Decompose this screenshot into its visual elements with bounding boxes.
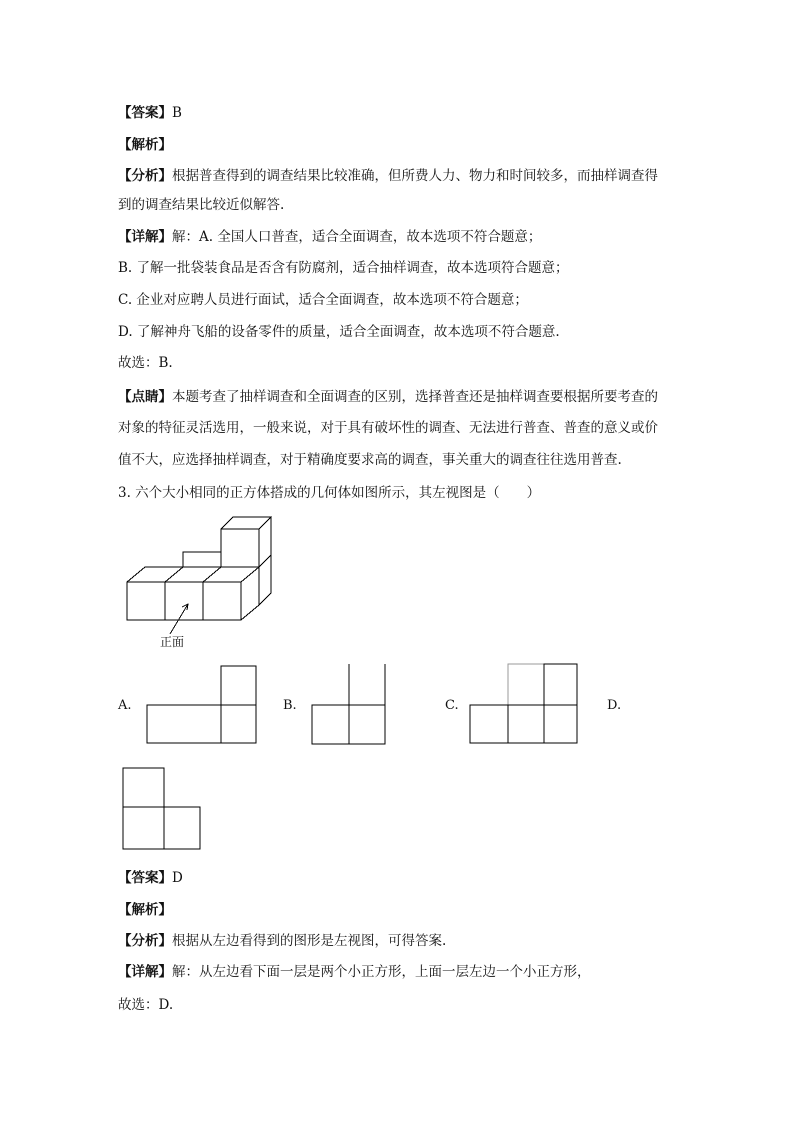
- option-d-square: [123, 807, 164, 849]
- dianjing-line-1: [118, 387, 658, 407]
- front-label: 正面: [160, 635, 185, 649]
- option-c-explanation: C. 企业对应聘人员进行面试，适合全面调查，故本选项不符合题意；: [118, 292, 528, 308]
- option-a-wide-rect: [147, 705, 221, 743]
- option-a-label: A.: [118, 698, 132, 713]
- fenxi-tag: 【分析】: [118, 168, 172, 184]
- xiangjie-tag: 【详解】: [118, 964, 172, 980]
- option-d-explanation: D. 了解神舟飞船的设备零件的质量，适合全面调查，故本选项不符合题意.: [118, 324, 560, 340]
- option-a-square: [221, 666, 256, 705]
- cube-solid-figure: [118, 512, 278, 652]
- right-side-face: [259, 555, 271, 567]
- option-c-label: C.: [445, 698, 459, 713]
- option-a-square: [221, 705, 256, 743]
- fenxi-tag: 【分析】: [118, 933, 172, 949]
- option-c-figure: [468, 662, 580, 746]
- fenxi-line-1: [118, 166, 658, 186]
- tall-stack-front: [221, 529, 259, 567]
- analysis-heading: 【解析】: [118, 137, 172, 153]
- answer-tag: 【答案】: [118, 105, 172, 121]
- option-d-label: D.: [607, 698, 622, 713]
- option-d-square: [123, 768, 164, 807]
- xiangjie-line-1: [118, 962, 591, 982]
- conclusion-2: 故选：D.: [118, 997, 174, 1013]
- answer-value: D: [172, 870, 183, 886]
- xiangjie-tag: 【详解】: [118, 229, 172, 245]
- answer-line-1: [118, 103, 182, 123]
- right-side-face: [241, 567, 259, 620]
- front-arrow-shaft: [170, 604, 188, 634]
- dianjing-tag: 【点睛】: [118, 389, 172, 405]
- fenxi-text: 根据从左边看得到的图形是左视图，可得答案.: [172, 933, 447, 949]
- xiangjie-text: 解：A. 全国人口普查，适合全面调查，故本选项不符合题意；: [172, 229, 542, 245]
- option-c-square: [544, 664, 577, 705]
- option-b-square: [312, 705, 349, 744]
- dianjing-line-2: 对象的特征灵活选用，一般来说，对于具有破坏性的调查、无法进行普查、普查的意义或价: [118, 420, 658, 436]
- dianjing-text: 本题考查了抽样调查和全面调查的区别，选择普查还是抽样调查要根据所要考查的: [172, 389, 658, 405]
- option-b-label: B.: [283, 698, 297, 713]
- conclusion-1: 故选：B.: [118, 355, 173, 371]
- dianjing-line-3: 值不大，应选择抽样调查，对于精确度要求高的调查，事关重大的调查往往选用普查.: [118, 452, 622, 468]
- option-c-square: [508, 664, 544, 705]
- right-side-face: [259, 593, 271, 605]
- option-b-explanation: B. 了解一批袋装食品是否含有防腐剂，适合抽样调查，故本选项符合题意；: [118, 260, 569, 276]
- fenxi-text: 根据普查得到的调查结果比较准确，但所费人力、物力和时间较多，而抽样调查得: [172, 168, 658, 184]
- fenxi-line-1: [118, 931, 446, 951]
- option-b-square: [349, 705, 385, 744]
- answer-line-2: [118, 868, 183, 888]
- tall-stack-top: [221, 517, 271, 529]
- question-3: 3. 六个大小相同的正方体搭成的几何体如图所示，其左视图是（ ）: [118, 485, 541, 501]
- cube-top-edge: [203, 567, 221, 582]
- option-c-square: [544, 705, 577, 743]
- answer-tag: 【答案】: [118, 870, 172, 886]
- fenxi-line-2: 到的调查结果比较近似解答.: [118, 197, 285, 213]
- option-a-figure: [145, 664, 260, 746]
- cube-front-face: [165, 582, 203, 620]
- xiangjie-text: 解：从左边看下面一层是两个小正方形，上面一层左边一个小正方形，: [172, 964, 591, 980]
- analysis-heading: 【解析】: [118, 902, 172, 918]
- xiangjie-line-1: [118, 227, 541, 247]
- option-c-square: [508, 705, 544, 743]
- cube-front-face: [203, 582, 241, 620]
- option-c-square: [470, 705, 508, 743]
- cube-front-face: [127, 582, 165, 620]
- option-d-square: [164, 807, 200, 849]
- option-d-figure: [121, 766, 203, 852]
- answer-value: B: [172, 105, 182, 121]
- option-b-figure: [310, 664, 390, 746]
